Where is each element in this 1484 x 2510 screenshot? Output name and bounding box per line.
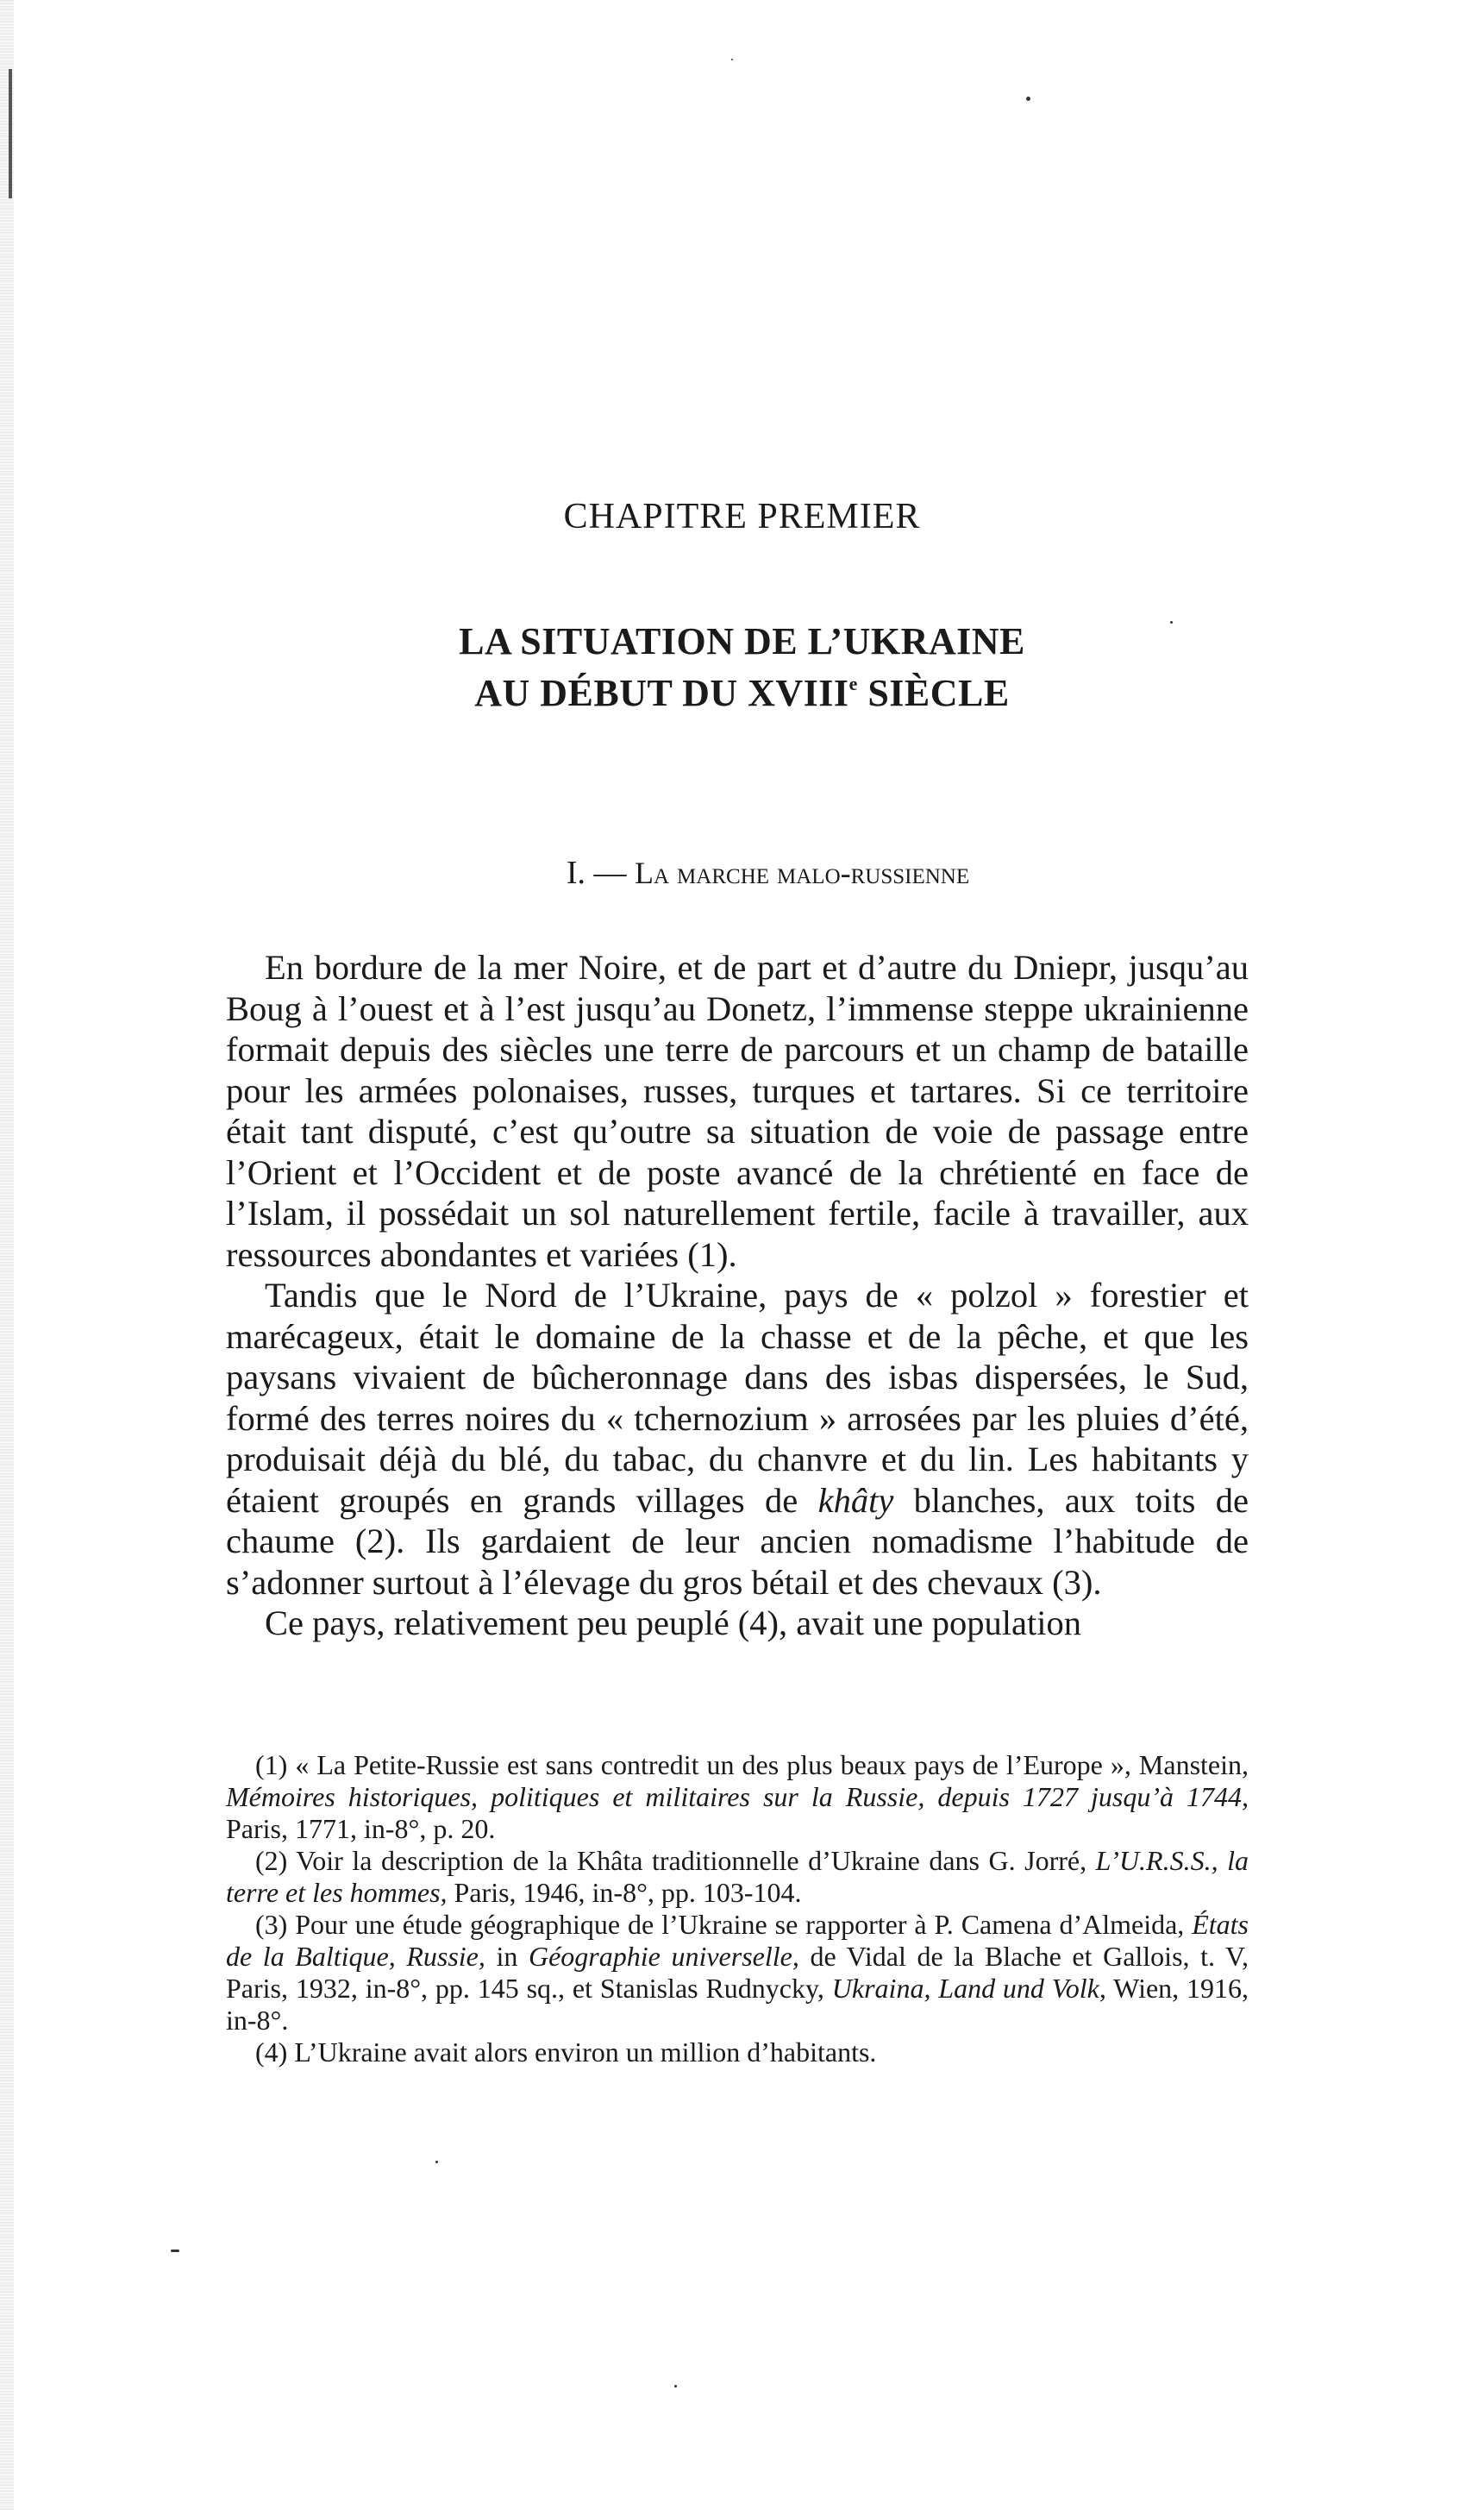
footnote-text: de Vidal de la Blache et Gallois, t. V, Paris, 1932, in-8°, pp. 145 sq., et Stanislas Rudnycky, (226, 1941, 1249, 2004)
paragraph-text: Tandis que le Nord de l’Ukraine, pays de « polzol » forestier et marécageux, était le domaine de la chasse et de la pêche, et que les paysans vivaient de bûcheronnage dans des isbas dispersées, le Sud, formé des terres noires du « tchernozium » arrosées par les pluies d’été, produisait déjà du blé, du tabac, du chanvre et du lin. Les habitants y étaient groupés en grands villages de (226, 1276, 1249, 1520)
footnote-2 (226, 1845, 1249, 1909)
title-text: AU DÉBUT DU XVIII (474, 672, 849, 714)
chapter-heading: CHAPITRE PREMIER (563, 497, 921, 537)
footnote-italic: États de la Baltique, Russie, (226, 1909, 1249, 1972)
title-text: SIÈCLE (857, 672, 1010, 714)
footnote-text: (3) Pour une étude géographique de l’Ukraine se rapporter à P. Camena d’Almeida, (255, 1909, 1193, 1940)
paragraph: En bordure de la mer Noire, et de part et d’autre du Dniepr, jusqu’au Boug à l’ouest et à l’est jusqu’au Donetz, l’immense steppe ukrainienne formait depuis des siècles une terre de parcours et un champ de bataille pour les armées polonaises, russes, turques et tartares. Si ce territoire était tant disputé, c’est qu’outre sa situation de voie de passage entre l’Orient et l’Occident et de poste avancé de la chrétienté en face de l’Islam, il possédait un sol naturellement fertile, facile à travailler, aux ressources abondantes et variées (1). (226, 948, 1249, 1274)
footnote-text: (2) Voir la description de la Khâta traditionnelle d’Ukraine dans G. Jorré, (255, 1845, 1096, 1876)
italic-term: khâty (817, 1480, 894, 1520)
paragraph-text: blanches, aux toits de chaume (2). Ils gardaient de leur ancien nomadisme l’habitude de s’adonner surtout à l’élevage du gros bétail et des chevaux (3). (226, 1480, 1249, 1602)
footnote-4: (4) L’Ukraine avait alors environ un million d’habitants. (255, 2036, 877, 2068)
footnote-text: Paris, 1771, in-8°, p. 20. (226, 1813, 496, 1844)
speck (731, 59, 733, 60)
footnote-italic: Ukraina, Land und Volk, (831, 1973, 1106, 2004)
footnote-italic: Géographie universelle, (528, 1941, 799, 1972)
section-number: I. — (566, 855, 636, 891)
scan-edge-mark (9, 69, 12, 198)
footnote-3 (226, 1909, 1249, 2036)
section-title: La marche malo-russienne (635, 856, 970, 890)
footnote-italic: Mémoires historiques, politiques et militaires sur la Russie, depuis 1727 jusqu’à 1744, (226, 1781, 1249, 1812)
footnote-text: Paris, 1946, in-8°, pp. 103-104. (447, 1877, 802, 1908)
scan-edge-noise (0, 0, 14, 2510)
chapter-title-line-1: LA SITUATION DE L’UKRAINE (459, 620, 1025, 662)
speck (171, 2250, 179, 2252)
footnote-text: Wien, 1916, in-8°. (226, 1973, 1249, 2036)
speck (1026, 97, 1030, 101)
section-heading (0, 854, 1484, 892)
footnote-text: (1) « La Petite-Russie est sans contredit un des plus beaux pays de l’Europe », Manstein, (255, 1749, 1249, 1780)
footnote-1 (226, 1749, 1249, 1845)
paragraph: Ce pays, relativement peu peuplé (4), avait une population (265, 1603, 1081, 1642)
paragraph (226, 1275, 1249, 1603)
speck (674, 2385, 677, 2388)
speck (435, 2161, 438, 2163)
body-text (226, 947, 1249, 1644)
footnote-italic: L’U.R.S.S., la terre et les hommes, (226, 1845, 1249, 1908)
footnotes (226, 1749, 1249, 2068)
chapter-title-line-2 (0, 671, 1484, 715)
footnote-text: in (485, 1941, 529, 1972)
title-superscript: e (848, 673, 858, 694)
